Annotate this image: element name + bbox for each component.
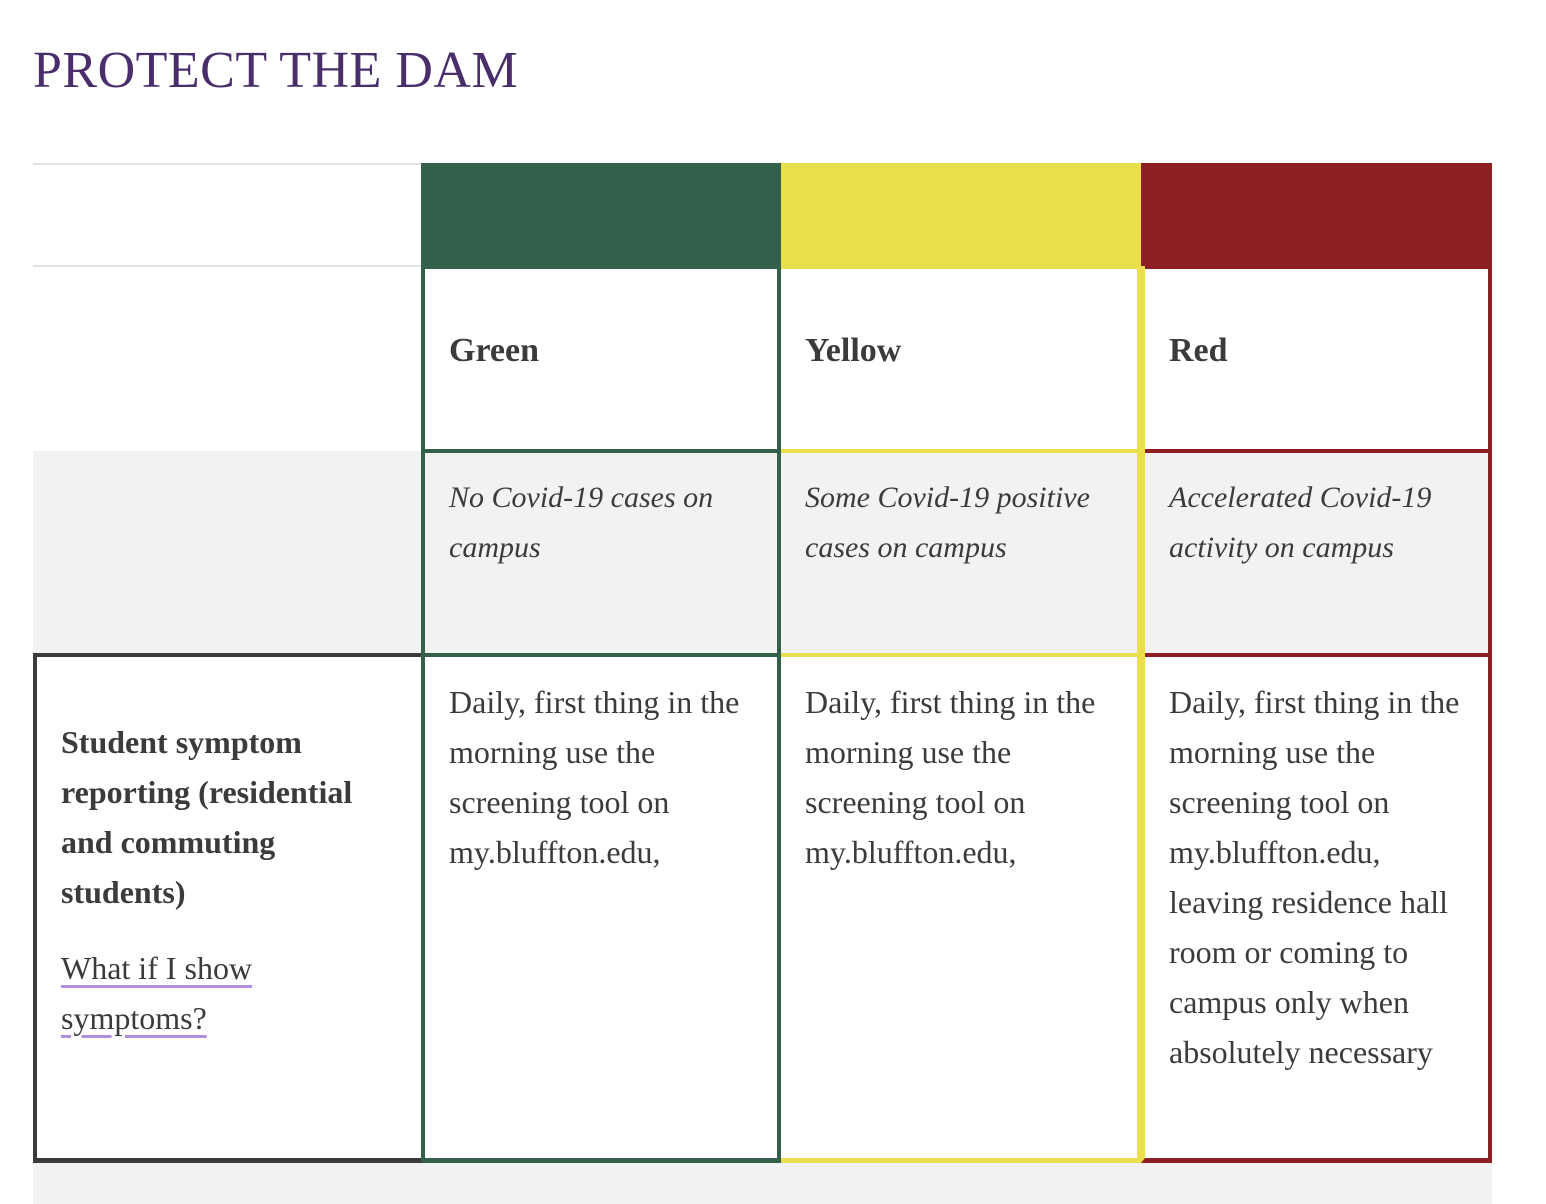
level-description: Some Covid-19 positive cases on campus [805,481,1090,564]
yellow-symptom-reporting-cell [781,653,1141,1163]
symptom-reporting-text: Daily, first thing in the morning use the screening tool on my.bluffton.edu, [449,684,740,870]
level-name: Red [1169,332,1228,369]
yellow-level-description-cell [781,449,1141,657]
green-symptom-reporting-cell [421,653,781,1163]
level-name: Green [449,332,540,369]
symptom-reporting-text: Daily, first thing in the morning use the screening tool on my.bluffton.edu, leaving residence hall room or coming to campus only when absolutely necessary [1169,684,1460,1070]
level-description: Accelerated Covid-19 activity on campus [1169,481,1432,564]
red-level-color-bar [1141,163,1492,269]
page-title: PROTECT THE DAM [33,42,519,99]
red-level-header-cell [1141,266,1492,453]
yellow-level-header-cell [781,266,1141,453]
symptom-reporting-text: Daily, first thing in the morning use the screening tool on my.bluffton.edu, [805,684,1096,870]
red-level-description-cell [1141,449,1492,657]
symptoms-help-link[interactable]: What if I show symptoms? [61,950,253,1036]
level-name: Yellow [805,332,902,369]
level-description: No Covid-19 cases on campus [449,481,714,564]
table-footer-band [33,1160,1492,1204]
green-level-color-bar [421,163,781,269]
red-symptom-reporting-cell [1141,653,1492,1163]
table-header-rule [33,265,421,267]
green-level-header-cell [421,266,781,453]
green-level-description-cell [421,449,781,657]
yellow-level-color-bar [781,163,1141,269]
table-top-rule [33,163,421,165]
row-label-heading: Student symptom reporting (residential and commuting students) [61,724,353,910]
symptom-reporting-label-cell [33,653,422,1163]
